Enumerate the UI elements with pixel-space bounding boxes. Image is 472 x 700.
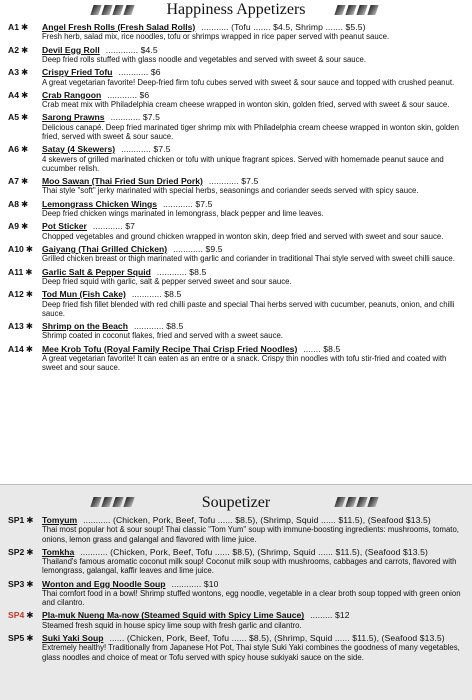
item-body (42, 144, 466, 173)
item-price: ............ $6 (118, 67, 161, 78)
item-price: ............ $8.5 (156, 266, 207, 277)
item-description: Grilled chicken breast or thigh marinated with garlic and coriander in traditional Thai style served with sweet chilli sauce. (42, 254, 455, 264)
item-description: A great vegetarian favorite! It can eaten as an entre or a snack. Crispy thin noodles with tofu stir-fried and coated with sweet and sour sauce. (42, 353, 447, 373)
item-title (42, 344, 466, 354)
menu-item (8, 579, 466, 608)
menu-item (8, 144, 466, 173)
item-code-label: A9 (8, 221, 19, 232)
item-price: ............ $8.5 (131, 289, 182, 300)
item-price: ......... $12 (310, 610, 350, 621)
item-description: Shrimp coated in coconut flakes, fried and served with a sweet sauce. (42, 331, 283, 341)
menu-item (8, 221, 466, 241)
item-body (42, 199, 466, 219)
star-icon: ✱ (26, 610, 34, 621)
menu-item (8, 267, 466, 287)
appetizers-title: Happiness Appetizers (166, 1, 306, 18)
appetizers-header (0, 0, 472, 22)
item-title (42, 267, 466, 277)
item-code-label: SP5 (8, 633, 25, 644)
item-title (42, 579, 466, 589)
decorative-bars-icon (336, 497, 380, 507)
item-price: ............ $7.5 (163, 198, 213, 209)
item-code (8, 547, 42, 576)
star-icon: ✱ (21, 44, 29, 55)
star-icon: ✱ (21, 144, 29, 155)
star-icon: ✱ (21, 22, 29, 32)
item-code-label: A8 (8, 198, 19, 209)
item-code-label: A12 (8, 289, 24, 300)
item-title (42, 67, 466, 77)
menu-item (8, 112, 466, 141)
item-price: ............ $7 (92, 221, 136, 232)
item-name: Lemongrass Chicken Wings (42, 198, 158, 209)
item-name: Crab Rangoon (42, 89, 102, 100)
item-title (42, 22, 466, 32)
item-body (42, 610, 466, 630)
item-code (8, 221, 42, 241)
item-name: Suki Yaki Soup (42, 633, 104, 644)
item-code (8, 610, 42, 630)
menu-item (8, 199, 466, 219)
menu-item (8, 22, 466, 42)
item-price: ............ $9.5 (173, 243, 223, 254)
item-title (42, 321, 466, 331)
menu-item (8, 289, 466, 318)
item-name: Moo Sawan (Thai Fried Sun Dried Pork) (42, 176, 203, 187)
item-body (42, 515, 466, 544)
star-icon: ✱ (25, 266, 33, 277)
item-price: ............ $8.5 (133, 320, 184, 331)
item-code (8, 289, 42, 318)
item-price: ........... (Chicken, Pork, Beef, Tofu ...... $8.5), (Shrimp, Squid ...... $11.5), (Seafood $13.5) (83, 515, 431, 525)
item-title (42, 45, 466, 55)
item-name: Angel Fresh Rolls (Fresh Salad Rolls) (42, 22, 196, 32)
decorative-bars-icon (92, 497, 136, 507)
item-code-label: A10 (8, 243, 24, 254)
item-body (42, 289, 466, 318)
item-code (8, 67, 42, 87)
item-code-label: SP4 (8, 610, 25, 621)
item-description: Deep fried fish fillet blended with red chilli paste and special Thai herbs served with cucumber, peanuts, onion, and chilli sauce. (42, 299, 455, 318)
item-code-label: A6 (8, 144, 19, 155)
item-title (42, 244, 466, 254)
menu-item (8, 633, 466, 662)
item-code (8, 176, 42, 196)
item-code-label: A5 (8, 112, 19, 123)
item-title (42, 547, 466, 557)
item-name: Tomkha (42, 546, 75, 557)
item-description: Extremely healthy! Traditionally from Japanese Hot Pot, Thai style Suki Yaki combines the goodness of many vegetables, glass noodles and choice of meat or Tofu served with spicy house sukiyaki sauce on the side. (42, 643, 460, 662)
item-code-label: SP3 (8, 578, 25, 589)
star-icon: ✱ (25, 289, 33, 300)
item-price: ............ $7.5 (121, 144, 171, 155)
item-title (42, 90, 466, 100)
item-title (42, 199, 466, 209)
item-price: ........... (Chicken, Pork, Beef, Tofu ...... $8.5), (Shrimp, Squid ...... $11.5), (Seafood $13.5) (80, 546, 428, 557)
item-code (8, 144, 42, 173)
star-icon: ✱ (26, 578, 34, 589)
menu-item (8, 610, 466, 630)
item-title (42, 289, 466, 299)
menu-item (8, 176, 466, 196)
star-icon: ✱ (26, 633, 34, 644)
decorative-bars-icon (336, 5, 380, 15)
item-price: ....... $8.5 (303, 343, 341, 354)
item-name: Devil Egg Roll (42, 44, 100, 55)
item-description: Deep fried squid with garlic, salt & pepper served sweet and sour sauce. (42, 276, 292, 286)
appetizers-list (0, 22, 472, 372)
soupetizer-header (0, 485, 472, 515)
decorative-bars-icon (92, 5, 136, 15)
menu-item (8, 45, 466, 65)
item-code (8, 633, 42, 662)
item-body (42, 176, 466, 196)
menu-item (8, 90, 466, 110)
item-price: ........... (Tofu ....... $4.5, Shrimp ....... $5.5) (201, 22, 366, 32)
item-body (42, 22, 466, 42)
item-code-label: A4 (8, 89, 19, 100)
item-body (42, 321, 466, 341)
item-name: Wonton and Egg Noodle Soup (42, 578, 166, 589)
star-icon: ✱ (21, 67, 29, 78)
item-title (42, 112, 466, 122)
item-description: Fresh herb, salad mix, rice noodles, tofu or shrimps wrapped in rice paper served with peanut sauce. (42, 32, 390, 42)
item-code-label: SP1 (8, 515, 25, 525)
item-name: Tomyum (42, 515, 78, 525)
item-description: 4 skewers of grilled marinated chicken or tofu with unique fragrant spices. Served with homemade peanut sauce and cucumber relish. (42, 154, 444, 173)
item-body (42, 244, 466, 264)
item-title (42, 176, 466, 186)
item-code (8, 515, 42, 544)
item-title (42, 633, 466, 643)
item-description: Chopped vegetables and ground chicken wrapped in wonton skin, deep fried and served with sweet and sour sauce. (42, 231, 444, 241)
item-code-label: A11 (8, 266, 24, 277)
soupetizer-list (0, 515, 472, 662)
item-code (8, 344, 42, 373)
item-body (42, 67, 466, 87)
item-name: Pot Sticker (42, 221, 87, 232)
item-name: Mee Krob Tofu (Royal Family Recipe Thai Crisp Fried Noodles) (42, 343, 298, 354)
item-description: Thai style "soft" jerky marinated with special herbs, seasonings and coriander seeds served with spicy sauce. (42, 186, 419, 196)
item-code-label: A14 (8, 343, 24, 354)
item-name: Satay (4 Skewers) (42, 144, 116, 155)
soupetizer-title: Soupetizer (201, 494, 271, 511)
item-body (42, 112, 466, 141)
menu-item (8, 344, 466, 373)
star-icon: ✱ (21, 198, 29, 209)
item-title (42, 610, 466, 620)
item-body (42, 221, 466, 241)
item-description: Thai comfort food in a bowl! Shrimp stuffed wontons, egg noodle, vegetable in a clear broth soup topped with green onion and cilantro. (42, 589, 461, 608)
item-price: ............. $4.5 (105, 44, 158, 55)
soupetizer-section (0, 484, 472, 700)
item-price: ............ $6 (107, 89, 150, 100)
item-body (42, 547, 466, 576)
item-body (42, 344, 466, 373)
star-icon: ✱ (25, 343, 33, 354)
item-description: Thailand's famous aromatic coconut milk soup! Coconut milk soup with mushrooms, cabbages and carrots, flavored with lemongrass, galangal, kaffir leaves and lime juice. (42, 557, 457, 576)
menu-item (8, 515, 466, 544)
star-icon: ✱ (25, 320, 33, 331)
item-price: ...... (Chicken, Pork, Beef, Tofu ...... $8.5), (Shrimp, Squid ...... $11.5), (Seafood $13.5) (109, 633, 445, 644)
star-icon: ✱ (26, 515, 34, 525)
item-name: Gaiyang (Thai Grilled Chicken) (42, 243, 168, 254)
item-title (42, 144, 466, 154)
item-price: ............ $7.5 (110, 112, 161, 123)
item-code-label: A2 (8, 44, 19, 55)
item-description: Delicious canapé. Deep fried marinated tiger shrimp mix with Philadelphia cream cheese wrapped in wonton skin, golden fried, served with sweet & sour sauce. (42, 122, 459, 142)
item-code (8, 45, 42, 65)
item-name: Garlic Salt & Pepper Squid (42, 266, 151, 277)
item-title (42, 221, 466, 231)
item-description: A great vegetarian favorite! Deep-fried firm tofu cubes served with sweet & sour sauce and topped with crushed peanut. (42, 77, 455, 87)
item-code (8, 579, 42, 608)
menu-item (8, 67, 466, 87)
item-name: Crispy Fried Tofu (42, 67, 113, 78)
item-code-label: A1 (8, 22, 19, 32)
item-code-label: A13 (8, 320, 24, 331)
star-icon: ✱ (21, 89, 29, 100)
item-code (8, 112, 42, 141)
item-description: Deep fried chicken wings marinated in lemongrass, black pepper and lime leaves. (42, 209, 324, 219)
item-body (42, 633, 466, 662)
item-code-label: SP2 (8, 546, 25, 557)
menu-item (8, 244, 466, 264)
star-icon: ✱ (21, 176, 29, 187)
menu-item (8, 321, 466, 341)
item-code (8, 244, 42, 264)
item-name: Tod Mun (Fish Cake) (42, 289, 126, 300)
item-body (42, 579, 466, 608)
item-name: Sarong Prawns (42, 112, 105, 123)
item-code (8, 22, 42, 42)
menu-item (8, 547, 466, 576)
item-body (42, 45, 466, 65)
item-body (42, 267, 466, 287)
item-name: Pla-muk Nueng Ma-now (Steamed Squid with Spicy Lime Sauce) (42, 610, 305, 621)
item-title (42, 515, 466, 525)
item-code (8, 321, 42, 341)
item-code (8, 90, 42, 110)
item-description: Crab meat mix with Philadelphia cream cheese wrapped in wonton skin, golden fried, served with sweet & sour sauce. (42, 100, 450, 110)
star-icon: ✱ (25, 243, 33, 254)
item-code-label: A7 (8, 176, 19, 187)
item-name: Shrimp on the Beach (42, 320, 128, 331)
item-code (8, 199, 42, 219)
item-body (42, 90, 466, 110)
item-price: ............ $10 (171, 578, 219, 589)
star-icon: ✱ (21, 112, 29, 123)
item-price: ............ $7.5 (208, 176, 259, 187)
item-code (8, 267, 42, 287)
star-icon: ✱ (26, 546, 34, 557)
item-code-label: A3 (8, 67, 19, 78)
item-description: Deep fried rolls stuffed with glass noodle and vegetables and served with sweet & sour sauce. (42, 55, 367, 65)
star-icon: ✱ (21, 221, 29, 232)
item-description: Thai most popular hot & sour soup! Thai classic "Tom Yum" soup with immune-boosting ingredients: mushrooms, tomato, onions, lemon grass and galangal and flavored with lime juice. (42, 525, 459, 544)
item-description: Steamed fresh squid in house spicy lime soup with fresh garlic and cilantro. (42, 620, 302, 630)
